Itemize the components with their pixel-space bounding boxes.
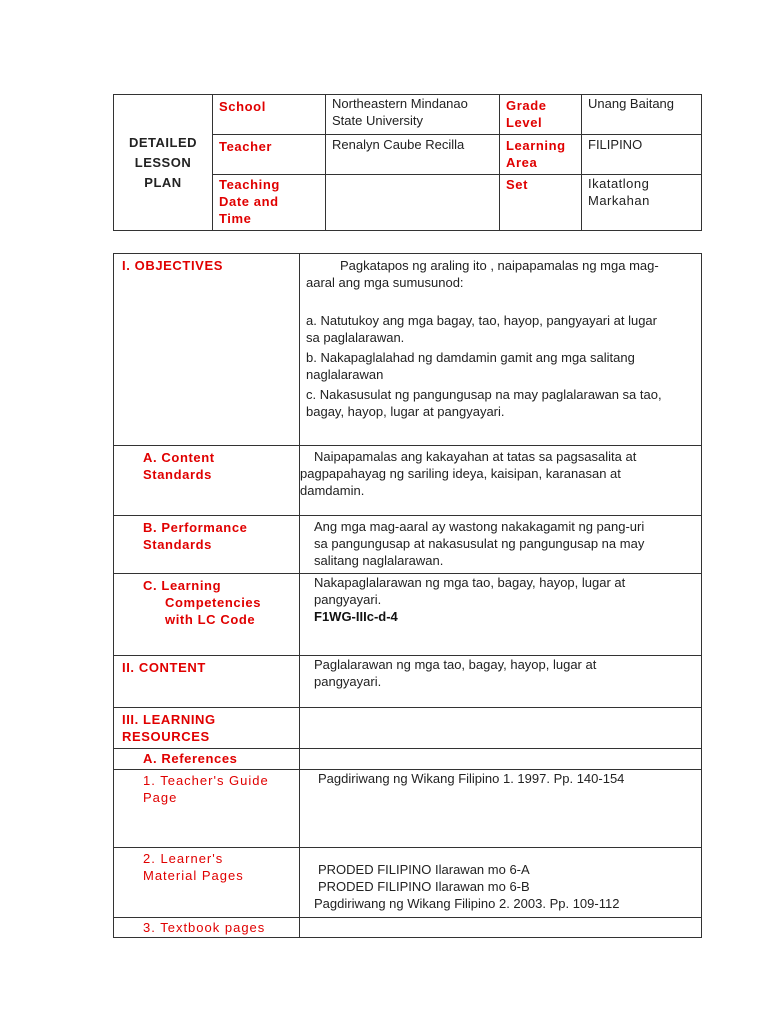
school-label: School: [213, 95, 326, 135]
learners-material-label: 2. Learner's Material Pages: [114, 848, 300, 918]
set-label: Set: [500, 175, 582, 231]
lc-code: F1WG-IIIc-d-4: [314, 609, 398, 624]
teacher-label: Teacher: [213, 135, 326, 175]
title-line: LESSON: [134, 154, 192, 170]
grade-level-value: Unang Baitang: [582, 95, 702, 135]
grade-level-label: Grade Level: [500, 95, 582, 135]
content-label: II. CONTENT: [114, 656, 300, 708]
plan-table: [113, 253, 702, 938]
learners-material-value: PRODED FILIPINO Ilarawan mo 6-A PRODED FILIPINO Ilarawan mo 6-B Pagdiriwang ng Wikang Filipino 2. 2003. Pp. 109-112: [300, 848, 702, 918]
references-value: [300, 749, 702, 770]
textbook-pages-value: [300, 918, 702, 938]
references-label: A. References: [114, 749, 300, 770]
content-text: Paglalarawan ng mga tao, bagay, hayop, lugar at pangyayari.: [300, 656, 702, 708]
competencies-label: C. Learning Competencies with LC Code: [114, 574, 300, 656]
learning-area-label: Learning Area: [500, 135, 582, 175]
content-standards-label: A. Content Standards: [114, 446, 300, 516]
objectives-label: I. OBJECTIVES: [114, 254, 300, 446]
learning-area-value: FILIPINO: [582, 135, 702, 175]
header-table: [113, 94, 702, 231]
title-line: DETAILED: [128, 134, 198, 150]
teachers-guide-value: Pagdiriwang ng Wikang Filipino 1. 1997. Pp. 140-154: [300, 770, 702, 848]
textbook-pages-label: 3. Textbook pages: [114, 918, 300, 938]
performance-standards-text: Ang mga mag-aaral ay wastong nakakagamit ng pang-uri sa pangungusap at nakasusulat ng pangungusap na may salitang naglalarawan.: [300, 516, 702, 574]
content-standards-text: Naipapamalas ang kakayahan at tatas sa pagsasalita at pagpapahayag ng sariling ideya, kaisipan, karanasan at damdamin.: [300, 446, 702, 516]
performance-standards-label: B. Performance Standards: [114, 516, 300, 574]
objectives-text: Pagkatapos ng araling ito , naipapamalas ng mga mag- aaral ang mga sumusunod: a. Natutukoy ang mga bagay, tao, hayop, pangyayari at lugar sa paglalarawan. b. Nakapaglalahad ng damdamin gamit ang mga salitang naglalarawan c. Nakasusulat ng pangungusap na may paglalarawan sa tao, bagay, hayop, lugar at pangyayari.: [300, 254, 702, 446]
teaching-date-value: [326, 175, 500, 231]
title-line: PLAN: [144, 174, 182, 190]
teacher-value: Renalyn Caube Recilla: [326, 135, 500, 175]
learning-resources-label: III. LEARNING RESOURCES: [114, 708, 300, 749]
school-value: Northeastern Mindanao State University: [326, 95, 500, 135]
teaching-date-label: Teaching Date and Time: [213, 175, 326, 231]
competencies-text: Nakapaglalarawan ng mga tao, bagay, hayop, lugar at pangyayari. F1WG-IIIc-d-4: [300, 574, 702, 656]
learning-resources-value: [300, 708, 702, 749]
set-value: Ikatatlong Markahan: [582, 175, 702, 231]
lesson-plan-title: [114, 95, 213, 231]
teachers-guide-label: 1. Teacher's Guide Page: [114, 770, 300, 848]
